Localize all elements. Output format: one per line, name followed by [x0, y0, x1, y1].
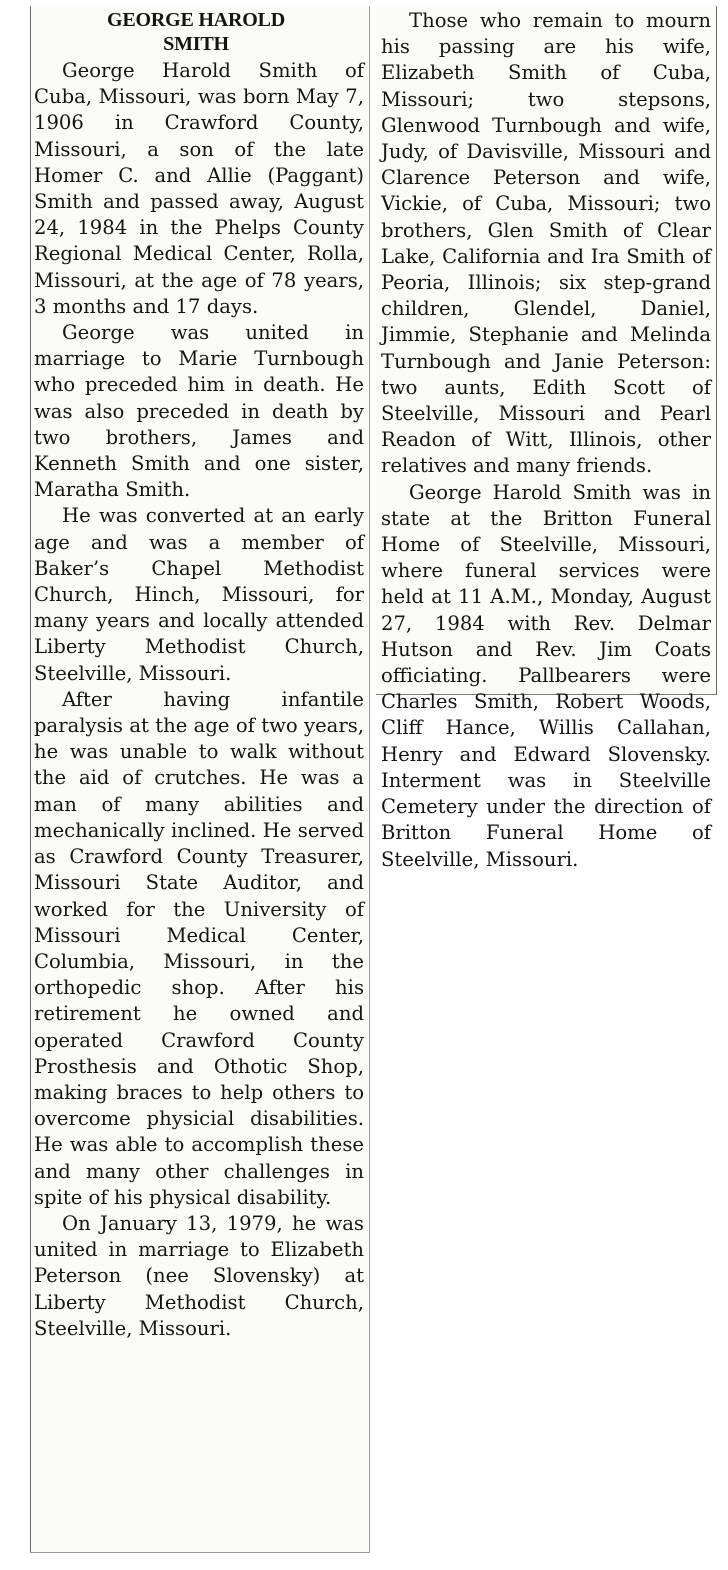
headline-line-1: GEORGE HAROLD: [107, 9, 285, 31]
left-column: [34, 8, 364, 1342]
paragraph-first-marriage: George was united in marriage to Marie Turnbough who preceded him in death. He was also preceded in death by two brothers, James and Kenneth Smith and one sister, Maratha Smith.: [34, 321, 364, 502]
paragraph-survivors: Those who remain to mourn his passing are his wife, Elizabeth Smith of Cuba, Missouri; two stepsons, Glenwood Turnbough and wife, Judy, of Davisville, Missouri and Clarence Peterson and wife, Vickie, of Cuba, Missouri; two brothers, Glen Smith of Clear Lake, California and Ira Smith of Peoria, Illinois; six step-grand children, Glendel, Daniel, Jimmie, Stephanie and Melinda Turnbough and Janie Peterson: two aunts, Edith Scott of Steelville, Missouri and Pearl Readon of Witt, Illinois, other relatives and many friends.: [381, 9, 711, 478]
headline-line-2: SMITH: [163, 33, 229, 55]
paragraph-funeral-services: George Harold Smith was in state at the Britton Funeral Home of Steelville, Missouri, where funeral services were held at 11 A.M., Monday, August 27, 1984 with Rev. Delmar Hutson and Rev. Jim Coats officiating. Pallbearers were Charles Smith, Robert Woods, Cliff Hance, Willis Callahan, Henry and Edward Slovensky. Interment was in Steelville Cemetery under the direction of Britton Funeral Home of Steelville, Missouri.: [381, 480, 711, 871]
paragraph-birth-and-death: George Harold Smith of Cuba, Missouri, was born May 7, 1906 in Crawford County, Missouri, a son of the late Homer C. and Allie (Paggant) Smith and passed away, August 24, 1984 in the Phelps County Regional Medical Center, Rolla, Missouri, at the age of 78 years, 3 months and 17 days.: [34, 59, 364, 318]
paragraph-career: After having infantile paralysis at the age of two years, he was unable to walk without the aid of crutches. He was a man of many abilities and mechanically inclined. He served as Crawford County Treasurer, Missouri State Auditor, and worked for the University of Missouri Medical Center, Columbia, Missouri, in the orthopedic shop. After his retirement he owned and operated Crawford County Prosthesis and Othotic Shop, making braces to help others to overcome physicial disabilities. He was able to accomplish these and many other challenges in spite of his physical disability.: [34, 687, 364, 1209]
obituary-headline: [34, 8, 364, 56]
right-column: [381, 8, 711, 873]
paragraph-second-marriage: On January 13, 1979, he was united in marriage to Elizabeth Peterson (nee Slovensky) at Liberty Methodist Church, Steelville, Missouri.: [34, 1211, 364, 1340]
paragraph-church: He was converted at an early age and was a member of Baker’s Chapel Methodist Church, Hinch, Missouri, for many years and locally attended Liberty Methodist Church, Steelville, Missouri.: [34, 504, 364, 685]
